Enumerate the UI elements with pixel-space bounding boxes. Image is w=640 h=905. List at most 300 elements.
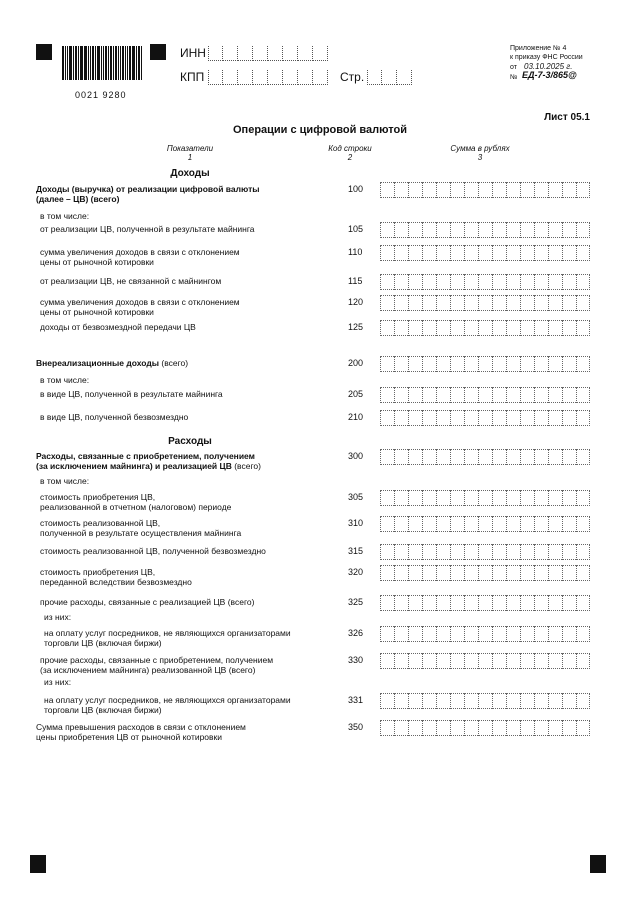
amount-cell[interactable] [450, 274, 464, 290]
amount-cell[interactable] [492, 410, 506, 426]
amount-cell[interactable] [422, 516, 436, 532]
amount-cell[interactable] [394, 449, 408, 465]
amount-cell[interactable] [520, 356, 534, 372]
amount-cell[interactable] [562, 544, 576, 560]
amount-cell[interactable] [534, 274, 548, 290]
inn-cell[interactable] [253, 46, 268, 61]
amount-cell[interactable] [576, 626, 590, 642]
amount-cell[interactable] [436, 653, 450, 669]
amount-cell[interactable] [562, 356, 576, 372]
amount-cell[interactable] [478, 449, 492, 465]
amount-cell[interactable] [464, 544, 478, 560]
amount-cell[interactable] [576, 387, 590, 403]
amount-cell[interactable] [394, 595, 408, 611]
amount-cell[interactable] [506, 653, 520, 669]
amount-cell[interactable] [492, 274, 506, 290]
amount-cell[interactable] [492, 693, 506, 709]
amount-cell[interactable] [478, 295, 492, 311]
amount-cell[interactable] [492, 356, 506, 372]
amount-cell[interactable] [576, 693, 590, 709]
amount-cell[interactable] [450, 222, 464, 238]
amount-cell[interactable] [492, 245, 506, 261]
amount-cell[interactable] [422, 387, 436, 403]
amount-cell[interactable] [422, 356, 436, 372]
amount-cell[interactable] [450, 565, 464, 581]
amount-cell[interactable] [478, 626, 492, 642]
amount-cell[interactable] [380, 387, 394, 403]
amount-field-326[interactable] [380, 626, 590, 642]
amount-cell[interactable] [436, 544, 450, 560]
amount-cell[interactable] [548, 295, 562, 311]
amount-cell[interactable] [436, 182, 450, 198]
amount-cell[interactable] [394, 320, 408, 336]
amount-cell[interactable] [548, 182, 562, 198]
amount-cell[interactable] [548, 410, 562, 426]
amount-cell[interactable] [478, 516, 492, 532]
amount-cell[interactable] [562, 295, 576, 311]
amount-cell[interactable] [492, 516, 506, 532]
amount-cell[interactable] [478, 720, 492, 736]
amount-field-315[interactable] [380, 544, 590, 560]
amount-cell[interactable] [380, 626, 394, 642]
amount-cell[interactable] [394, 222, 408, 238]
amount-cell[interactable] [450, 449, 464, 465]
amount-cell[interactable] [394, 295, 408, 311]
amount-cell[interactable] [492, 544, 506, 560]
amount-cell[interactable] [548, 320, 562, 336]
amount-cell[interactable] [576, 182, 590, 198]
amount-cell[interactable] [422, 182, 436, 198]
amount-cell[interactable] [548, 356, 562, 372]
amount-cell[interactable] [534, 295, 548, 311]
amount-cell[interactable] [520, 544, 534, 560]
amount-field-300[interactable] [380, 449, 590, 465]
amount-cell[interactable] [478, 387, 492, 403]
amount-cell[interactable] [450, 245, 464, 261]
amount-cell[interactable] [562, 565, 576, 581]
amount-cell[interactable] [422, 490, 436, 506]
amount-cell[interactable] [408, 245, 422, 261]
amount-cell[interactable] [478, 410, 492, 426]
amount-cell[interactable] [548, 387, 562, 403]
amount-cell[interactable] [506, 449, 520, 465]
amount-field-330[interactable] [380, 653, 590, 669]
amount-cell[interactable] [436, 274, 450, 290]
amount-cell[interactable] [562, 653, 576, 669]
amount-cell[interactable] [380, 565, 394, 581]
amount-cell[interactable] [548, 544, 562, 560]
kpp-cell[interactable] [298, 70, 313, 85]
amount-cell[interactable] [380, 295, 394, 311]
amount-cell[interactable] [562, 320, 576, 336]
amount-cell[interactable] [562, 387, 576, 403]
amount-cell[interactable] [408, 595, 422, 611]
amount-cell[interactable] [576, 565, 590, 581]
amount-cell[interactable] [534, 595, 548, 611]
amount-field-110[interactable] [380, 245, 590, 261]
amount-cell[interactable] [450, 595, 464, 611]
amount-cell[interactable] [562, 449, 576, 465]
amount-cell[interactable] [464, 449, 478, 465]
amount-cell[interactable] [422, 245, 436, 261]
amount-cell[interactable] [534, 320, 548, 336]
inn-cell[interactable] [223, 46, 238, 61]
amount-cell[interactable] [464, 626, 478, 642]
amount-cell[interactable] [436, 490, 450, 506]
amount-cell[interactable] [548, 222, 562, 238]
amount-cell[interactable] [408, 356, 422, 372]
amount-cell[interactable] [520, 516, 534, 532]
amount-cell[interactable] [478, 693, 492, 709]
amount-cell[interactable] [576, 274, 590, 290]
amount-cell[interactable] [408, 693, 422, 709]
amount-cell[interactable] [576, 720, 590, 736]
amount-cell[interactable] [394, 693, 408, 709]
amount-cell[interactable] [464, 693, 478, 709]
page-cell[interactable] [367, 70, 382, 85]
amount-field-120[interactable] [380, 295, 590, 311]
amount-cell[interactable] [534, 387, 548, 403]
amount-cell[interactable] [520, 295, 534, 311]
amount-cell[interactable] [506, 387, 520, 403]
amount-cell[interactable] [422, 595, 436, 611]
amount-cell[interactable] [450, 387, 464, 403]
amount-cell[interactable] [576, 544, 590, 560]
amount-cell[interactable] [562, 410, 576, 426]
amount-cell[interactable] [506, 626, 520, 642]
amount-cell[interactable] [380, 490, 394, 506]
kpp-cell[interactable] [223, 70, 238, 85]
amount-field-100[interactable] [380, 182, 590, 198]
amount-cell[interactable] [520, 410, 534, 426]
amount-cell[interactable] [478, 320, 492, 336]
amount-cell[interactable] [380, 595, 394, 611]
amount-cell[interactable] [562, 222, 576, 238]
amount-cell[interactable] [436, 693, 450, 709]
amount-cell[interactable] [548, 449, 562, 465]
amount-cell[interactable] [450, 544, 464, 560]
amount-cell[interactable] [422, 653, 436, 669]
amount-cell[interactable] [450, 490, 464, 506]
amount-cell[interactable] [408, 653, 422, 669]
amount-cell[interactable] [478, 222, 492, 238]
amount-cell[interactable] [506, 356, 520, 372]
amount-cell[interactable] [408, 565, 422, 581]
amount-cell[interactable] [506, 245, 520, 261]
amount-cell[interactable] [534, 565, 548, 581]
amount-cell[interactable] [478, 653, 492, 669]
amount-cell[interactable] [464, 274, 478, 290]
amount-cell[interactable] [534, 653, 548, 669]
amount-cell[interactable] [478, 182, 492, 198]
amount-cell[interactable] [548, 720, 562, 736]
amount-cell[interactable] [534, 222, 548, 238]
amount-cell[interactable] [534, 245, 548, 261]
amount-cell[interactable] [450, 320, 464, 336]
amount-cell[interactable] [464, 565, 478, 581]
amount-cell[interactable] [478, 490, 492, 506]
amount-cell[interactable] [408, 320, 422, 336]
amount-cell[interactable] [380, 245, 394, 261]
amount-field-125[interactable] [380, 320, 590, 336]
kpp-field[interactable] [208, 70, 328, 85]
amount-cell[interactable] [520, 626, 534, 642]
amount-cell[interactable] [464, 222, 478, 238]
amount-cell[interactable] [534, 356, 548, 372]
amount-cell[interactable] [464, 320, 478, 336]
amount-cell[interactable] [520, 387, 534, 403]
amount-cell[interactable] [548, 595, 562, 611]
inn-cell[interactable] [298, 46, 313, 61]
amount-cell[interactable] [548, 516, 562, 532]
amount-cell[interactable] [436, 356, 450, 372]
amount-cell[interactable] [464, 356, 478, 372]
amount-cell[interactable] [492, 449, 506, 465]
amount-cell[interactable] [436, 565, 450, 581]
amount-cell[interactable] [408, 182, 422, 198]
amount-cell[interactable] [380, 320, 394, 336]
amount-cell[interactable] [422, 320, 436, 336]
amount-cell[interactable] [562, 274, 576, 290]
amount-cell[interactable] [408, 544, 422, 560]
amount-cell[interactable] [450, 720, 464, 736]
amount-cell[interactable] [520, 449, 534, 465]
amount-cell[interactable] [534, 720, 548, 736]
amount-cell[interactable] [520, 274, 534, 290]
amount-cell[interactable] [436, 222, 450, 238]
amount-cell[interactable] [534, 449, 548, 465]
amount-cell[interactable] [520, 565, 534, 581]
amount-cell[interactable] [506, 182, 520, 198]
amount-cell[interactable] [576, 295, 590, 311]
amount-cell[interactable] [520, 720, 534, 736]
amount-cell[interactable] [408, 387, 422, 403]
amount-cell[interactable] [520, 320, 534, 336]
page-number-field[interactable] [367, 70, 412, 85]
amount-cell[interactable] [562, 693, 576, 709]
amount-cell[interactable] [464, 182, 478, 198]
amount-field-105[interactable] [380, 222, 590, 238]
amount-cell[interactable] [394, 356, 408, 372]
kpp-cell[interactable] [313, 70, 328, 85]
amount-cell[interactable] [492, 626, 506, 642]
amount-cell[interactable] [478, 565, 492, 581]
amount-cell[interactable] [422, 295, 436, 311]
amount-cell[interactable] [436, 295, 450, 311]
amount-cell[interactable] [534, 490, 548, 506]
page-cell[interactable] [382, 70, 397, 85]
amount-cell[interactable] [436, 320, 450, 336]
amount-cell[interactable] [408, 516, 422, 532]
amount-cell[interactable] [562, 490, 576, 506]
amount-cell[interactable] [436, 387, 450, 403]
amount-cell[interactable] [492, 387, 506, 403]
amount-cell[interactable] [548, 653, 562, 669]
amount-cell[interactable] [422, 720, 436, 736]
amount-cell[interactable] [394, 182, 408, 198]
amount-cell[interactable] [548, 693, 562, 709]
amount-cell[interactable] [548, 490, 562, 506]
amount-field-200[interactable] [380, 356, 590, 372]
amount-cell[interactable] [534, 516, 548, 532]
amount-cell[interactable] [422, 410, 436, 426]
inn-cell[interactable] [313, 46, 328, 61]
amount-cell[interactable] [576, 449, 590, 465]
amount-cell[interactable] [492, 490, 506, 506]
amount-field-305[interactable] [380, 490, 590, 506]
amount-cell[interactable] [408, 720, 422, 736]
amount-cell[interactable] [450, 295, 464, 311]
amount-cell[interactable] [562, 720, 576, 736]
amount-cell[interactable] [394, 245, 408, 261]
amount-cell[interactable] [576, 320, 590, 336]
amount-cell[interactable] [534, 182, 548, 198]
amount-cell[interactable] [464, 410, 478, 426]
amount-cell[interactable] [492, 720, 506, 736]
amount-cell[interactable] [492, 653, 506, 669]
amount-cell[interactable] [394, 490, 408, 506]
amount-cell[interactable] [492, 182, 506, 198]
amount-cell[interactable] [408, 490, 422, 506]
amount-cell[interactable] [436, 595, 450, 611]
amount-cell[interactable] [506, 565, 520, 581]
amount-cell[interactable] [576, 245, 590, 261]
amount-cell[interactable] [506, 320, 520, 336]
amount-cell[interactable] [534, 693, 548, 709]
kpp-cell[interactable] [283, 70, 298, 85]
amount-cell[interactable] [394, 565, 408, 581]
amount-cell[interactable] [408, 626, 422, 642]
amount-cell[interactable] [520, 222, 534, 238]
amount-cell[interactable] [436, 410, 450, 426]
inn-cell[interactable] [238, 46, 253, 61]
kpp-cell[interactable] [238, 70, 253, 85]
amount-cell[interactable] [506, 720, 520, 736]
amount-cell[interactable] [562, 516, 576, 532]
amount-cell[interactable] [464, 490, 478, 506]
amount-cell[interactable] [576, 653, 590, 669]
amount-cell[interactable] [464, 387, 478, 403]
amount-cell[interactable] [450, 182, 464, 198]
amount-cell[interactable] [380, 449, 394, 465]
amount-cell[interactable] [380, 693, 394, 709]
amount-cell[interactable] [408, 410, 422, 426]
inn-field[interactable] [208, 46, 328, 61]
amount-cell[interactable] [394, 653, 408, 669]
amount-field-310[interactable] [380, 516, 590, 532]
amount-cell[interactable] [394, 274, 408, 290]
amount-cell[interactable] [520, 490, 534, 506]
amount-cell[interactable] [450, 626, 464, 642]
amount-cell[interactable] [422, 222, 436, 238]
amount-cell[interactable] [450, 356, 464, 372]
amount-cell[interactable] [394, 544, 408, 560]
amount-cell[interactable] [576, 595, 590, 611]
amount-cell[interactable] [520, 595, 534, 611]
amount-cell[interactable] [422, 626, 436, 642]
amount-cell[interactable] [464, 595, 478, 611]
amount-cell[interactable] [520, 653, 534, 669]
amount-cell[interactable] [436, 245, 450, 261]
amount-field-205[interactable] [380, 387, 590, 403]
amount-cell[interactable] [450, 516, 464, 532]
amount-cell[interactable] [576, 410, 590, 426]
amount-cell[interactable] [576, 356, 590, 372]
amount-cell[interactable] [436, 449, 450, 465]
amount-cell[interactable] [506, 410, 520, 426]
amount-cell[interactable] [436, 720, 450, 736]
amount-cell[interactable] [380, 544, 394, 560]
amount-cell[interactable] [464, 295, 478, 311]
amount-cell[interactable] [492, 222, 506, 238]
amount-cell[interactable] [408, 295, 422, 311]
inn-cell[interactable] [268, 46, 283, 61]
amount-cell[interactable] [548, 245, 562, 261]
amount-cell[interactable] [548, 626, 562, 642]
amount-cell[interactable] [478, 356, 492, 372]
amount-cell[interactable] [534, 626, 548, 642]
amount-cell[interactable] [478, 544, 492, 560]
amount-cell[interactable] [464, 516, 478, 532]
amount-cell[interactable] [492, 595, 506, 611]
amount-cell[interactable] [492, 565, 506, 581]
amount-cell[interactable] [436, 516, 450, 532]
amount-cell[interactable] [478, 595, 492, 611]
amount-field-115[interactable] [380, 274, 590, 290]
amount-cell[interactable] [422, 449, 436, 465]
amount-field-325[interactable] [380, 595, 590, 611]
amount-cell[interactable] [380, 222, 394, 238]
amount-cell[interactable] [576, 516, 590, 532]
amount-cell[interactable] [408, 222, 422, 238]
amount-cell[interactable] [506, 222, 520, 238]
amount-cell[interactable] [464, 653, 478, 669]
amount-cell[interactable] [534, 410, 548, 426]
inn-cell[interactable] [208, 46, 223, 61]
amount-cell[interactable] [394, 387, 408, 403]
amount-cell[interactable] [576, 222, 590, 238]
amount-cell[interactable] [492, 320, 506, 336]
amount-cell[interactable] [562, 626, 576, 642]
amount-cell[interactable] [492, 295, 506, 311]
amount-cell[interactable] [450, 693, 464, 709]
amount-cell[interactable] [548, 274, 562, 290]
amount-cell[interactable] [506, 544, 520, 560]
amount-cell[interactable] [506, 274, 520, 290]
amount-cell[interactable] [422, 565, 436, 581]
amount-cell[interactable] [506, 295, 520, 311]
amount-cell[interactable] [576, 490, 590, 506]
amount-field-210[interactable] [380, 410, 590, 426]
amount-cell[interactable] [464, 720, 478, 736]
amount-cell[interactable] [562, 182, 576, 198]
amount-cell[interactable] [562, 595, 576, 611]
amount-cell[interactable] [548, 565, 562, 581]
amount-cell[interactable] [394, 720, 408, 736]
amount-cell[interactable] [394, 516, 408, 532]
amount-field-331[interactable] [380, 693, 590, 709]
amount-cell[interactable] [380, 182, 394, 198]
amount-cell[interactable] [380, 410, 394, 426]
amount-field-320[interactable] [380, 565, 590, 581]
amount-cell[interactable] [506, 693, 520, 709]
amount-cell[interactable] [506, 516, 520, 532]
amount-cell[interactable] [394, 626, 408, 642]
kpp-cell[interactable] [253, 70, 268, 85]
amount-cell[interactable] [450, 653, 464, 669]
amount-cell[interactable] [562, 245, 576, 261]
amount-cell[interactable] [422, 693, 436, 709]
